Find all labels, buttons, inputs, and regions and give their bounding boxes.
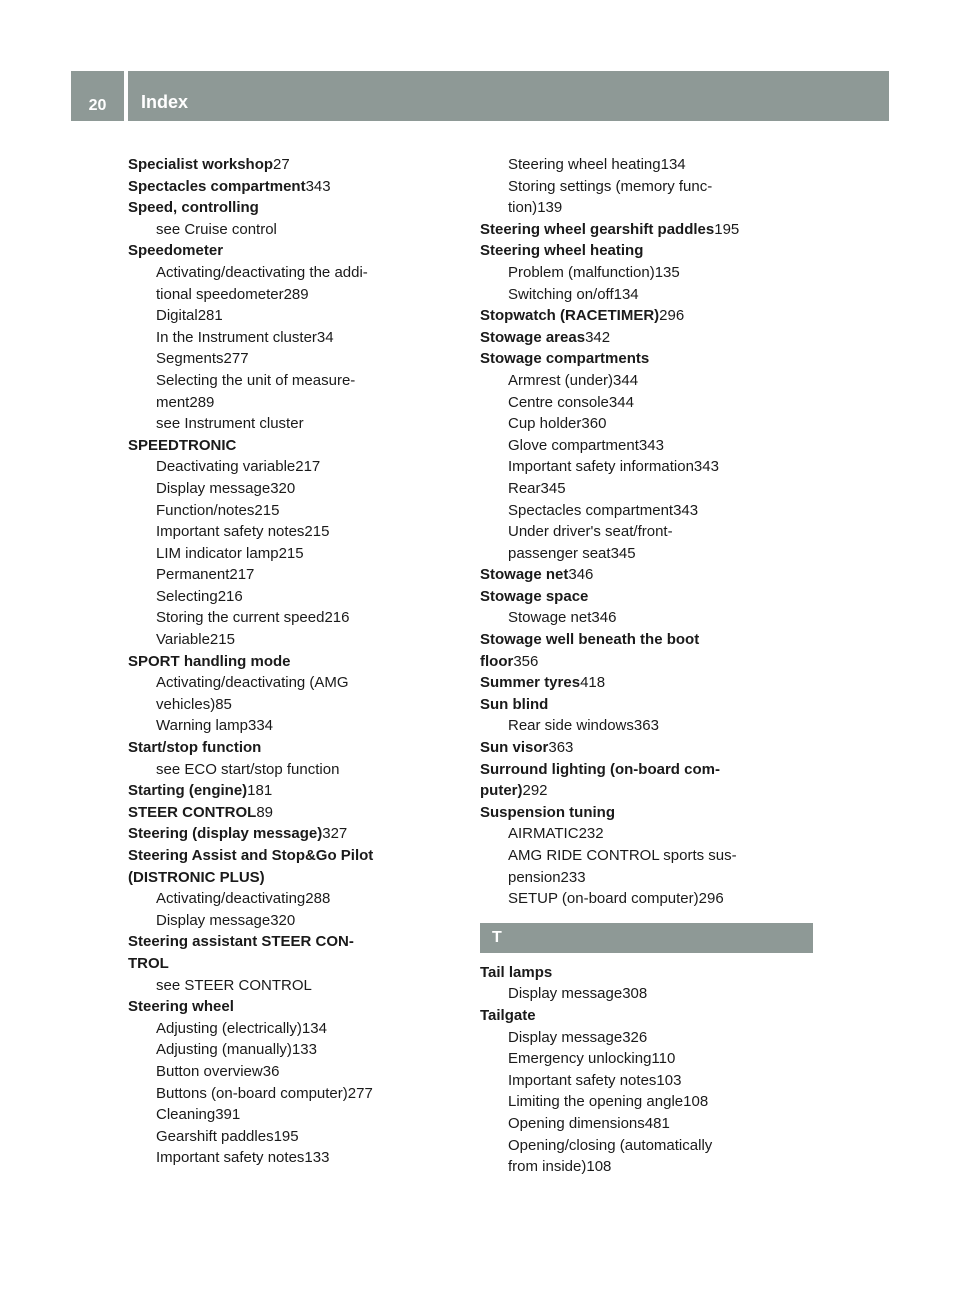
entry-text: Important safety notes: [156, 523, 305, 541]
index-entry: [480, 586, 813, 608]
page-reference[interactable]: 195: [714, 220, 740, 238]
page-reference[interactable]: 342: [585, 328, 611, 346]
page-header: [71, 71, 889, 121]
index-subentry: [128, 500, 461, 522]
entry-text: LIM indicator lamp: [156, 544, 279, 562]
index-subentry: [480, 1070, 813, 1092]
index-subentry: [128, 370, 461, 392]
page-reference[interactable]: 135: [654, 263, 680, 281]
index-subentry: [128, 348, 461, 370]
index-subentry: [128, 1126, 461, 1148]
entry-text: Stowage space: [480, 587, 589, 605]
page-reference[interactable]: 215: [278, 544, 304, 562]
index-entry: [480, 651, 813, 673]
entry-text: AIRMATIC: [508, 825, 579, 843]
entry-text: passenger seat: [508, 544, 611, 562]
entry-text: Limiting the opening angle: [508, 1093, 684, 1111]
index-subentry: [128, 543, 461, 565]
entry-text: Display message: [156, 911, 271, 929]
index-subentry: [128, 564, 461, 586]
index-subentry: [128, 1147, 461, 1169]
entry-text: SETUP (on-board computer): [508, 890, 699, 908]
page-reference[interactable]: 215: [304, 523, 330, 541]
page-reference[interactable]: 134: [301, 1019, 327, 1037]
index-entry: [128, 154, 461, 176]
index-entry: [128, 651, 461, 673]
page-reference[interactable]: 281: [197, 307, 223, 325]
entry-text: Cup holder: [508, 415, 582, 433]
page-reference[interactable]: 356: [513, 652, 539, 670]
entry-text: from inside): [508, 1158, 587, 1176]
entry-text: Important safety information: [508, 458, 694, 476]
index-subentry: [480, 823, 813, 845]
index-subentry: [128, 715, 461, 737]
entry-text: Rear side windows: [508, 717, 634, 735]
index-subentry: [480, 983, 813, 1005]
index-entry: [128, 176, 461, 198]
index-subentry: [128, 629, 461, 651]
entry-text: Display message: [508, 985, 623, 1003]
entry-text: Starting (engine): [128, 782, 248, 800]
index-subentry: [128, 694, 461, 716]
page-reference[interactable]: 34: [316, 328, 334, 346]
index-subentry: [480, 607, 813, 629]
entry-text: Selecting: [156, 587, 218, 605]
index-subentry: [128, 327, 461, 349]
entry-text: tional speedometer: [156, 285, 284, 303]
entry-text: see STEER CONTROL: [156, 976, 312, 994]
entry-text: Switching on/off: [508, 285, 614, 303]
entry-text: Warning lamp: [156, 717, 248, 735]
entry-text: Stowage net: [480, 566, 569, 584]
page-reference[interactable]: 292: [522, 782, 548, 800]
entry-text: Steering (display message): [128, 825, 323, 843]
index-entry: [480, 962, 813, 984]
entry-text: floor: [480, 652, 514, 670]
entry-text: SPEEDTRONIC: [128, 436, 237, 454]
entry-text: Cleaning: [156, 1106, 216, 1124]
page-reference[interactable]: 360: [581, 415, 607, 433]
page-reference[interactable]: 108: [683, 1093, 709, 1111]
page-reference[interactable]: 232: [578, 825, 604, 843]
entry-text: Problem (malfunction): [508, 263, 655, 281]
entry-text: Variable: [156, 631, 210, 649]
index-entry: [128, 931, 461, 953]
page-reference[interactable]: 345: [610, 544, 636, 562]
entry-text: Important safety notes: [508, 1071, 657, 1089]
entry-text: Emergency unlocking: [508, 1050, 652, 1068]
entry-text: Stowage compartments: [480, 350, 650, 368]
index-entry: [480, 672, 813, 694]
entry-text: see Instrument cluster: [156, 415, 304, 433]
page-reference[interactable]: 133: [304, 1149, 330, 1167]
index-entry: [480, 219, 813, 241]
entry-text: STEER CONTROL: [128, 803, 257, 821]
page-reference[interactable]: 217: [295, 458, 321, 476]
page-reference[interactable]: 215: [209, 631, 235, 649]
index-subentry: [480, 1091, 813, 1113]
index-subentry: [128, 607, 461, 629]
header-divider: [124, 71, 128, 121]
entry-text: Steering wheel heating: [508, 156, 661, 173]
index-entry: [480, 305, 813, 327]
entry-text: Stowage net: [508, 609, 592, 627]
entry-text: Suspension tuning: [480, 803, 615, 821]
page-reference[interactable]: 181: [247, 782, 273, 800]
entry-text: Segments: [156, 350, 224, 368]
index-entry: [128, 953, 461, 975]
page-reference[interactable]: 289: [189, 393, 215, 411]
page-reference[interactable]: 343: [673, 501, 699, 519]
page-reference[interactable]: 344: [608, 393, 634, 411]
index-entry: [480, 564, 813, 586]
page-reference[interactable]: 277: [347, 1084, 373, 1102]
entry-text: Speedometer: [128, 242, 224, 260]
section-letter-header: T: [480, 923, 813, 953]
entry-text: Speed, controlling: [128, 199, 259, 217]
entry-text: Tail lamps: [480, 963, 553, 981]
index-entry: [128, 845, 461, 867]
index-entry: [128, 780, 461, 802]
page-reference[interactable]: 36: [262, 1062, 280, 1080]
entry-text: see Cruise control: [156, 220, 277, 238]
index-subentry: [128, 392, 461, 414]
page-reference[interactable]: 134: [660, 156, 686, 173]
index-subentry: [480, 370, 813, 392]
page-reference[interactable]: 418: [580, 674, 606, 692]
index-subentry: [480, 413, 813, 435]
page-title: Index: [141, 92, 189, 112]
entry-text: Buttons (on-board computer): [156, 1084, 348, 1102]
index-entry: [128, 823, 461, 845]
index-subentry: [480, 715, 813, 737]
entry-text: Spectacles compartment: [128, 177, 306, 195]
index-subentry: [480, 845, 813, 867]
page-reference[interactable]: 334: [247, 717, 274, 735]
index-subentry: [128, 1104, 461, 1126]
page-reference[interactable]: 346: [568, 566, 594, 584]
entry-text: SPORT handling mode: [128, 652, 291, 670]
page-reference[interactable]: 344: [613, 371, 639, 389]
index-column-right: [480, 154, 813, 1178]
index-entry: [480, 240, 813, 262]
index-subentry: [480, 500, 813, 522]
entry-text: Stowage well beneath the boot: [480, 631, 700, 649]
page-reference[interactable]: 363: [548, 739, 574, 757]
entry-text: TROL: [128, 954, 169, 972]
index-entry: [480, 629, 813, 651]
index-subentry: [128, 1018, 461, 1040]
entry-text: ment: [156, 393, 190, 411]
index-subentry: [480, 154, 813, 176]
index-entry: [480, 348, 813, 370]
index-column-left: [128, 154, 461, 1169]
page-reference[interactable]: 217: [229, 566, 255, 584]
page-reference[interactable]: 134: [613, 285, 639, 303]
entry-text: Adjusting (manually): [156, 1041, 292, 1059]
index-entry: [480, 737, 813, 759]
index-subentry: [128, 413, 461, 435]
entry-text: pension: [508, 868, 561, 886]
entry-text: Steering assistant STEER CON-: [128, 933, 354, 951]
page-reference[interactable]: 345: [540, 479, 566, 497]
page-reference[interactable]: 85: [215, 695, 232, 713]
page-reference[interactable]: 289: [283, 285, 309, 303]
page-reference[interactable]: 195: [273, 1127, 299, 1145]
entry-text: Rear: [508, 479, 541, 497]
index-entry: [480, 694, 813, 716]
page-reference[interactable]: 296: [698, 890, 724, 908]
page-reference[interactable]: 296: [659, 307, 685, 325]
entry-text: In the Instrument cluster: [156, 328, 317, 346]
index-subentry: [128, 1083, 461, 1105]
index-subentry: [480, 543, 813, 565]
page-reference[interactable]: 133: [291, 1041, 317, 1059]
entry-text: Sun blind: [480, 695, 549, 713]
index-subentry: [128, 975, 461, 997]
page-reference[interactable]: 215: [254, 501, 280, 519]
index-subentry: [480, 392, 813, 414]
index-subentry: [128, 305, 461, 327]
entry-text: Gearshift paddles: [156, 1127, 274, 1145]
index-subentry: [480, 1135, 813, 1157]
index-subentry: [480, 1048, 813, 1070]
entry-text: Summer tyres: [480, 674, 581, 692]
entry-text: Stopwatch (RACETIMER): [480, 307, 660, 325]
entry-text: Function/notes: [156, 501, 255, 519]
page-reference[interactable]: 320: [270, 911, 296, 929]
entry-text: AMG RIDE CONTROL sports sus-: [508, 847, 737, 864]
page-reference[interactable]: 216: [217, 587, 243, 605]
index-subentry: [128, 910, 461, 932]
entry-text: Armrest (under): [508, 371, 614, 389]
entry-text: Stowage areas: [480, 328, 586, 346]
index-subentry: [480, 456, 813, 478]
entry-text: (DISTRONIC PLUS): [128, 868, 265, 886]
index-subentry: [480, 197, 813, 219]
index-subentry: [480, 284, 813, 306]
page-reference[interactable]: 308: [622, 985, 648, 1003]
page-reference[interactable]: 343: [638, 436, 664, 454]
page-reference[interactable]: 363: [633, 717, 659, 735]
entry-text: Adjusting (electrically): [156, 1019, 302, 1037]
page-reference[interactable]: 326: [622, 1028, 648, 1046]
index-subentry: [128, 672, 461, 694]
index-subentry: [128, 586, 461, 608]
page-reference[interactable]: 139: [537, 199, 563, 217]
index-subentry: [128, 478, 461, 500]
entry-text: Important safety notes: [156, 1149, 305, 1167]
index-subentry: [480, 1113, 813, 1135]
index-entry: [480, 759, 813, 781]
page-reference[interactable]: 89: [256, 803, 274, 821]
page-reference[interactable]: 391: [215, 1106, 241, 1124]
page-reference[interactable]: 108: [586, 1158, 612, 1176]
entry-text: tion): [508, 199, 538, 217]
entry-text: Opening dimensions: [508, 1114, 645, 1132]
entry-text: Display message: [156, 479, 271, 497]
entry-text: Under driver's seat/front-: [508, 523, 673, 541]
page-reference[interactable]: 320: [270, 479, 296, 497]
index-subentry: [128, 219, 461, 241]
index-subentry: [480, 1027, 813, 1049]
entry-text: Selecting the unit of measure-: [156, 371, 356, 389]
entry-text: Steering wheel heating: [480, 242, 644, 260]
index-subentry: [128, 262, 461, 284]
entry-text: Button overview: [156, 1062, 263, 1080]
entry-text: Activating/deactivating (AMG: [156, 674, 349, 692]
entry-text: Activating/deactivating the addi-: [156, 263, 368, 281]
entry-text: Storing the current speed: [156, 609, 325, 627]
entry-text: Specialist workshop: [128, 156, 274, 173]
index-entry: [128, 240, 461, 262]
index-subentry: [128, 456, 461, 478]
index-entry: [128, 802, 461, 824]
page-reference[interactable]: 343: [693, 458, 719, 476]
page-reference[interactable]: 327: [322, 825, 348, 843]
index-subentry: [480, 435, 813, 457]
page-reference[interactable]: 346: [591, 609, 617, 627]
index-entry: [480, 780, 813, 802]
entry-text: Permanent: [156, 566, 230, 584]
entry-text: Steering wheel: [128, 998, 234, 1016]
entry-text: Surround lighting (on-board com-: [480, 760, 720, 778]
index-subentry: [480, 1156, 813, 1178]
entry-text: Start/stop function: [128, 739, 262, 757]
page-reference[interactable]: 216: [324, 609, 350, 627]
index-subentry: [480, 521, 813, 543]
index-subentry: [480, 478, 813, 500]
index-subentry: [480, 867, 813, 889]
entry-text: Sun visor: [480, 739, 549, 757]
index-subentry: [128, 759, 461, 781]
entry-text: Spectacles compartment: [508, 501, 674, 519]
entry-text: Glove compartment: [508, 436, 639, 454]
index-subentry: [128, 284, 461, 306]
entry-text: Display message: [508, 1028, 623, 1046]
entry-text: Opening/closing (automatically: [508, 1136, 713, 1154]
index-entry: [128, 737, 461, 759]
page-number: 20: [88, 97, 107, 114]
entry-text: Digital: [156, 307, 198, 325]
entry-text: Storing settings (memory func-: [508, 177, 713, 195]
page-reference[interactable]: 277: [223, 350, 249, 368]
index-entry: [128, 435, 461, 457]
page-reference[interactable]: 103: [656, 1071, 682, 1089]
index-entry: [480, 802, 813, 824]
index-subentry: [480, 176, 813, 198]
page-reference[interactable]: 343: [305, 177, 331, 195]
entry-text: Centre console: [508, 393, 609, 411]
entry-text: Steering Assist and Stop&Go Pilot: [128, 847, 374, 864]
index-entry: [128, 996, 461, 1018]
page-reference[interactable]: 27: [273, 156, 290, 173]
index-entry: [128, 197, 461, 219]
index-entry: [128, 867, 461, 889]
index-entry: [480, 327, 813, 349]
entry-text: vehicles): [156, 695, 216, 713]
entry-text: puter): [480, 782, 523, 800]
index-entry: [480, 1005, 813, 1027]
index-subentry: [128, 521, 461, 543]
entry-text: see ECO start/stop function: [156, 760, 340, 778]
index-subentry: [128, 1039, 461, 1061]
page-reference[interactable]: 481: [644, 1114, 670, 1132]
entry-text: Tailgate: [480, 1006, 536, 1024]
index-subentry: [480, 262, 813, 284]
entry-text: Steering wheel gearshift paddles: [480, 220, 715, 238]
entry-text: Deactivating variable: [156, 458, 296, 476]
entry-text: Activating/deactivating: [156, 890, 306, 908]
index-subentry: [128, 888, 461, 910]
index-subentry: [128, 1061, 461, 1083]
index-subentry: [480, 888, 813, 910]
page-reference[interactable]: 233: [560, 868, 586, 886]
page-reference[interactable]: 110: [651, 1050, 676, 1068]
page-reference[interactable]: 288: [305, 890, 331, 908]
